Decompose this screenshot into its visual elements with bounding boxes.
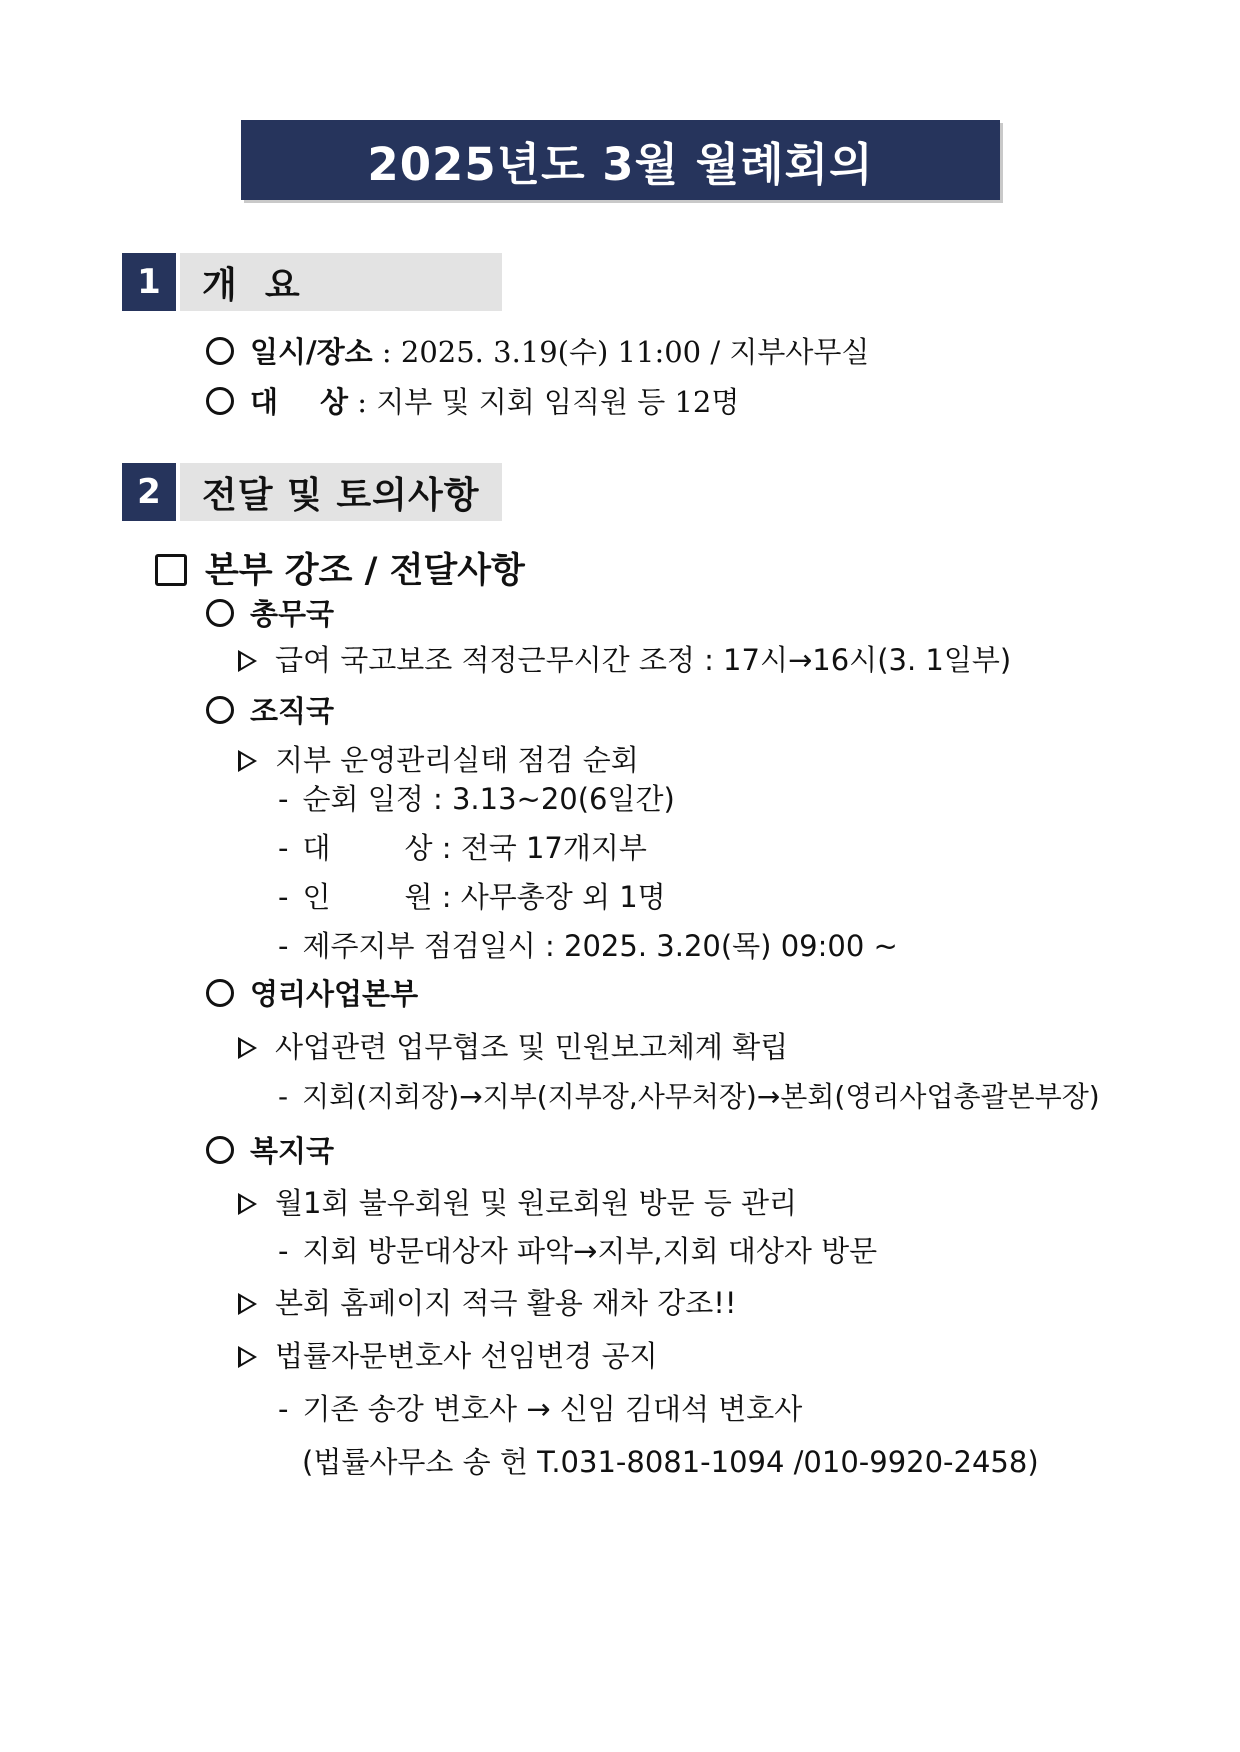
dept-welfare bbox=[206, 1134, 334, 1169]
section-1-label-box bbox=[180, 253, 502, 311]
detail-line bbox=[278, 929, 898, 964]
dash-bullet: - bbox=[278, 1234, 289, 1268]
section-2-header bbox=[122, 463, 502, 521]
overview-target-line bbox=[206, 385, 739, 420]
target-separator: : bbox=[348, 385, 377, 419]
triangle-bullet-icon bbox=[238, 650, 257, 672]
section-2-label: 전달 및 토의사항 bbox=[202, 474, 480, 516]
detail-text: 기존 송강 변호사 → 신임 김대석 변호사 bbox=[302, 1392, 803, 1426]
circle-bullet-icon bbox=[206, 979, 234, 1007]
detail-line bbox=[278, 1080, 1100, 1114]
point-line bbox=[238, 643, 1011, 678]
dept-organization bbox=[206, 694, 334, 729]
detail-line bbox=[278, 1392, 802, 1427]
detail-value: 3.13~20(6일간) bbox=[451, 782, 675, 816]
point-text: 지부 운영관리실태 점검 순회 bbox=[275, 743, 639, 777]
detail-colon: : bbox=[423, 782, 452, 816]
overview-datetime-line bbox=[206, 335, 869, 370]
triangle-bullet-icon bbox=[238, 1293, 257, 1315]
detail-key: 순회 일정 bbox=[302, 782, 424, 816]
detail-key-a: 대 bbox=[302, 831, 331, 865]
detail-value: 전국 17개지부 bbox=[460, 831, 647, 865]
detail-colon: : bbox=[432, 831, 461, 865]
section-1-number: 1 bbox=[122, 253, 176, 311]
target-value: 지부 및 지회 임직원 등 12명 bbox=[376, 385, 740, 419]
section-2-label-box bbox=[180, 463, 502, 521]
detail-line bbox=[278, 880, 666, 915]
target-label-b: 상 bbox=[320, 385, 349, 419]
point-line bbox=[238, 1186, 797, 1221]
dash-bullet: - bbox=[278, 880, 289, 914]
circle-bullet-icon bbox=[206, 337, 234, 365]
contact-text: (법률사무소 송 헌 T.031-8081-1094 /010-9920-2458) bbox=[302, 1445, 1039, 1479]
circle-bullet-icon bbox=[206, 696, 234, 724]
detail-text: 지회 방문대상자 파악→지부,지회 대상자 방문 bbox=[302, 1234, 878, 1268]
datetime-separator: : bbox=[372, 335, 401, 369]
dept-name: 복지국 bbox=[250, 1134, 335, 1168]
detail-key-a: 인 bbox=[302, 880, 331, 914]
circle-bullet-icon bbox=[206, 387, 234, 415]
contact-line bbox=[302, 1445, 1039, 1480]
detail-line bbox=[278, 782, 675, 817]
point-line bbox=[238, 1286, 737, 1321]
point-text: 본회 홈페이지 적극 활용 재차 강조!! bbox=[275, 1286, 737, 1320]
target-label-a: 대 bbox=[250, 385, 279, 419]
point-text: 법률자문변호사 선임변경 공지 bbox=[275, 1339, 658, 1373]
dept-general-affairs bbox=[206, 597, 334, 632]
dash-bullet: - bbox=[278, 929, 289, 963]
dash-bullet: - bbox=[278, 831, 289, 865]
triangle-bullet-icon bbox=[238, 1193, 257, 1215]
detail-colon: : bbox=[535, 929, 565, 963]
subheading: 본부 강조 / 전달사항 bbox=[205, 551, 525, 591]
dash-bullet: - bbox=[278, 1080, 289, 1113]
dept-name: 총무국 bbox=[250, 597, 335, 631]
point-text: 급여 국고보조 적정근무시간 조정 : 17시→16시(3. 1일부) bbox=[275, 643, 1012, 677]
triangle-bullet-icon bbox=[238, 1037, 257, 1059]
detail-key: 제주지부 점검일시 bbox=[302, 929, 536, 963]
section-1-header bbox=[122, 253, 502, 311]
detail-key-b: 원 bbox=[404, 880, 433, 914]
point-line bbox=[238, 1339, 658, 1374]
datetime-label: 일시/장소 bbox=[250, 335, 373, 369]
dash-bullet: - bbox=[278, 1392, 289, 1426]
point-text: 월1회 불우회원 및 원로회원 방문 등 관리 bbox=[275, 1186, 797, 1220]
detail-line bbox=[278, 1234, 877, 1269]
point-line bbox=[238, 743, 639, 778]
detail-colon: : bbox=[432, 880, 461, 914]
square-bullet-icon bbox=[155, 554, 187, 586]
detail-key-b: 상 bbox=[404, 831, 433, 865]
title-banner bbox=[241, 120, 1000, 200]
triangle-bullet-icon bbox=[238, 1346, 257, 1368]
point-line bbox=[238, 1030, 788, 1065]
section-2-number: 2 bbox=[122, 463, 176, 521]
detail-value: 사무총장 외 1명 bbox=[460, 880, 666, 914]
datetime-value: 2025. 3.19(수) 11:00 / 지부사무실 bbox=[400, 335, 870, 369]
page-title: 2025년도 3월 월례회의 bbox=[367, 137, 874, 191]
triangle-bullet-icon bbox=[238, 750, 257, 772]
point-text: 사업관련 업무협조 및 민원보고체계 확립 bbox=[275, 1030, 789, 1064]
dash-bullet: - bbox=[278, 782, 289, 816]
section-1-label: 개 요 bbox=[202, 264, 301, 306]
dept-name: 조직국 bbox=[250, 694, 335, 728]
dept-profit-business bbox=[206, 977, 418, 1012]
circle-bullet-icon bbox=[206, 1136, 234, 1164]
circle-bullet-icon bbox=[206, 599, 234, 627]
detail-line bbox=[278, 831, 647, 866]
detail-text: 지회(지회장)→지부(지부장,사무처장)→본회(영리사업총괄본부장) bbox=[302, 1080, 1100, 1113]
detail-value: 2025. 3.20(목) 09:00 ~ bbox=[564, 929, 898, 963]
subheading-line bbox=[155, 550, 525, 592]
dept-name: 영리사업본부 bbox=[250, 977, 419, 1011]
